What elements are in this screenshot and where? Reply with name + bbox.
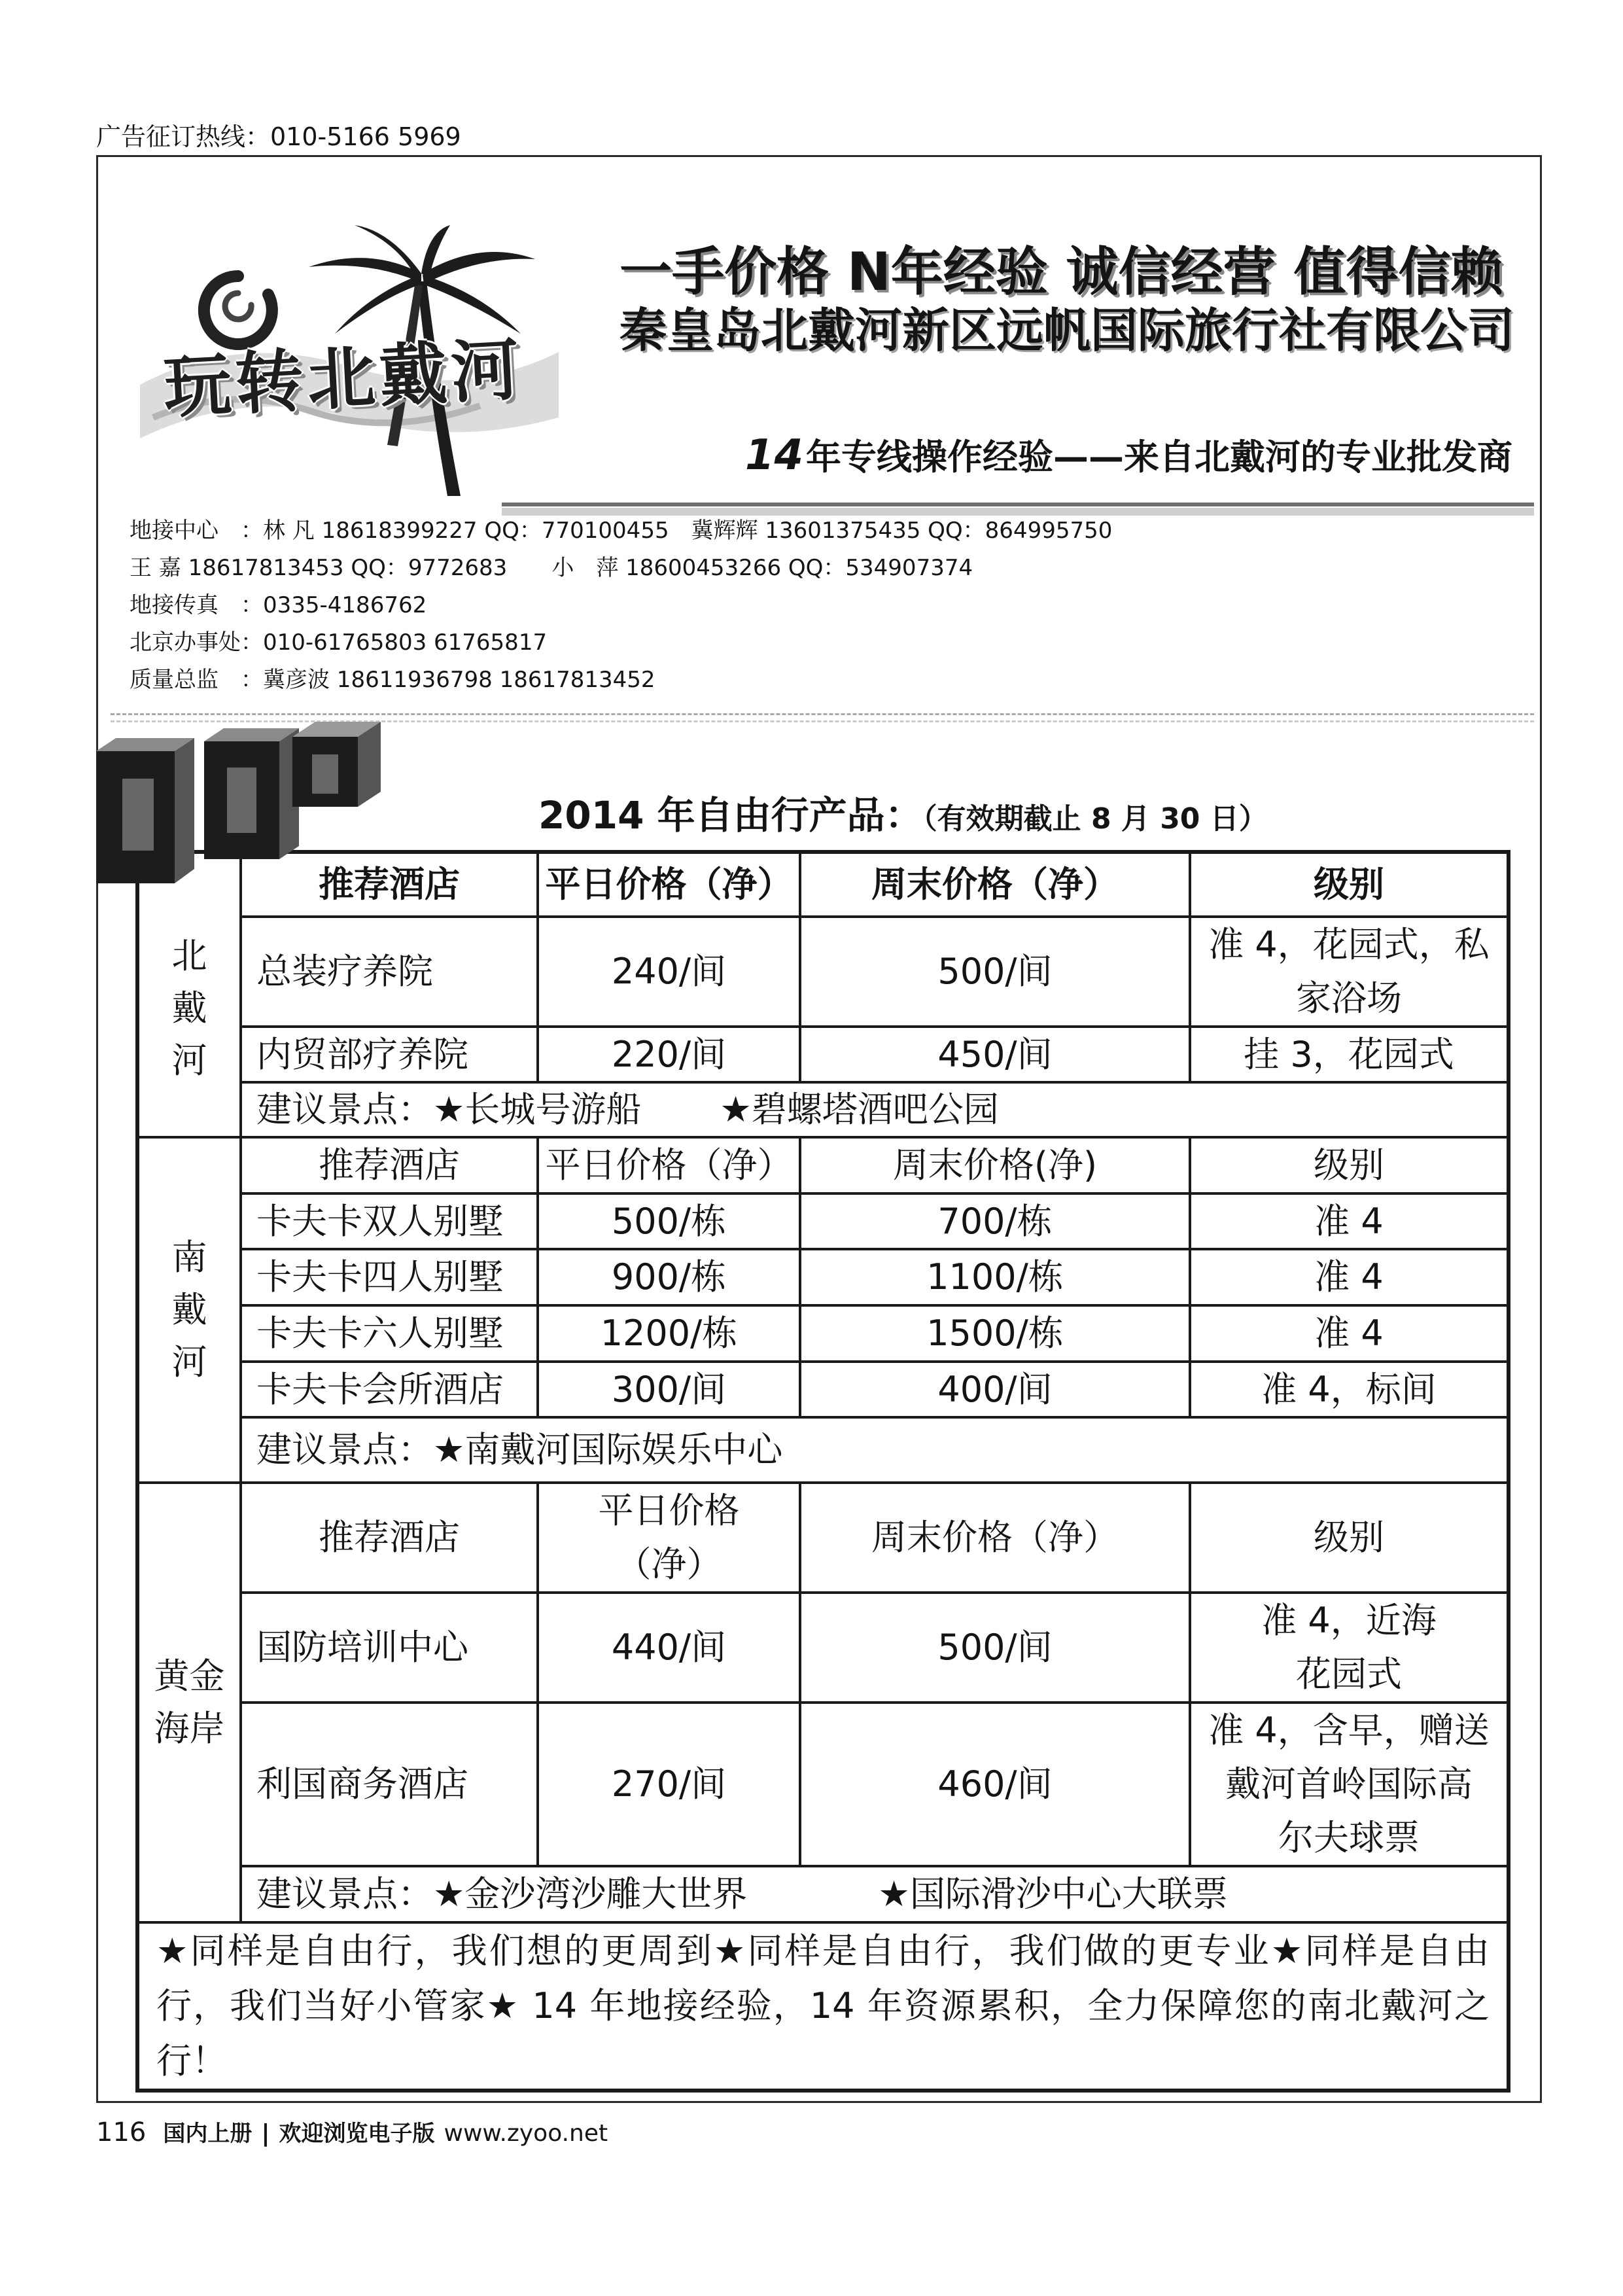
closing-statement [137, 1922, 1509, 2091]
block-notch [312, 754, 338, 794]
weekend-price: 450/间 [800, 1027, 1190, 1082]
page-number: 116 [96, 2117, 147, 2147]
level-line: 准 4，含早，赠送 [1208, 1710, 1490, 1751]
suggest-row [137, 1417, 1509, 1483]
hotel-level: 准 4 [1190, 1249, 1509, 1305]
level-line: 家浴场 [1296, 978, 1402, 1019]
spot: ★碧螺塔酒吧公园 [720, 1089, 999, 1130]
hotel-name: 总装疗养院 [241, 917, 538, 1027]
tagline-years: 14 [744, 431, 803, 480]
table-row [137, 1593, 1509, 1703]
level-line: 准 4，花园式，私 [1208, 924, 1490, 965]
hotel-level: 挂 3，花园式 [1190, 1027, 1509, 1082]
region-line: 黄金 [154, 1655, 225, 1697]
swirl-mark [204, 276, 272, 344]
level-line: 戴河首岭国际高 [1225, 1763, 1473, 1805]
weekend-price: 700/栋 [800, 1193, 1190, 1249]
footer-section: 国内上册 [163, 2121, 253, 2147]
company-name: 秦皇岛北戴河新区远帆国际旅行社有限公司 [620, 303, 1515, 358]
table-row [137, 1027, 1509, 1082]
contact-line: 王 嘉 18617813453 QQ：9772683 小 萍 18600453266 QQ：534907374 [130, 555, 973, 581]
header-level: 级别 [1190, 1483, 1509, 1593]
table-row [137, 1362, 1509, 1417]
header-line: 平日价格 [598, 1490, 740, 1531]
weekend-price: 500/间 [800, 1593, 1190, 1703]
logo-lettering: 玩转北戴河 [161, 329, 525, 428]
region-char: 戴 [171, 987, 207, 1029]
header-weekend-price: 周末价格（净） [800, 852, 1190, 917]
weekend-price: 1100/栋 [800, 1249, 1190, 1305]
table-header-row [137, 1483, 1509, 1593]
hotel-level: 准 4 [1190, 1193, 1509, 1249]
hotel-level: 准 4，标间 [1190, 1362, 1509, 1417]
product-table [135, 850, 1510, 2093]
hotel-name: 内贸部疗养院 [241, 1027, 538, 1082]
suggested-spots [241, 1417, 1509, 1483]
header-hotel: 推荐酒店 [241, 1137, 538, 1193]
page-footer [96, 2116, 608, 2154]
decorative-3d-blocks [96, 718, 384, 892]
weekday-price: 500/栋 [538, 1193, 800, 1249]
region-line: 海岸 [154, 1708, 225, 1749]
spot: ★南戴河国际娱乐中心 [433, 1429, 783, 1470]
weekday-price: 440/间 [538, 1593, 800, 1703]
footer-divider: | [261, 2120, 270, 2147]
table-row [137, 1193, 1509, 1249]
region-cell-beidaihe [137, 852, 241, 1137]
tagline [745, 431, 1512, 482]
header-weekend-price: 周末价格（净） [800, 1483, 1190, 1593]
spot: ★金沙湾沙雕大世界 [433, 1873, 748, 1915]
product-title-note: （有效期截止 8 月 30 日） [922, 802, 1268, 836]
table-row [137, 1249, 1509, 1305]
weekday-price: 900/栋 [538, 1249, 800, 1305]
header-weekday-price: 平日价格（净） [538, 852, 800, 917]
hotel-name: 卡夫卡四人别墅 [241, 1249, 538, 1305]
footer-invite: 欢迎浏览电子版 [279, 2121, 435, 2147]
header-line: （净） [616, 1544, 722, 1585]
contact-line: 北京办事处：010-61765803 61765817 [130, 629, 548, 656]
suggest-label: 建议景点： [256, 1089, 433, 1130]
palm-frond [423, 275, 521, 334]
region-cell-nandaihe [137, 1137, 241, 1483]
closing-row [137, 1922, 1509, 2091]
suggested-spots [241, 1082, 1509, 1137]
closing-line: 行！ [156, 2040, 227, 2081]
hotel-name: 卡夫卡双人别墅 [241, 1193, 538, 1249]
hotel-level [1190, 917, 1509, 1027]
header-level: 级别 [1190, 852, 1509, 917]
table-header-row [137, 1137, 1509, 1193]
closing-line: 行，我们当好小管家★ 14 年地接经验，14 年资源累积，全力保障您的南北戴河之 [156, 1985, 1490, 2026]
hotel-name: 利国商务酒店 [241, 1703, 538, 1866]
weekend-price: 500/间 [800, 917, 1190, 1027]
header-hotel: 推荐酒店 [241, 852, 538, 917]
level-line: 准 4，近海 [1261, 1600, 1437, 1641]
weekday-price: 270/间 [538, 1703, 800, 1866]
hotel-name: 卡夫卡六人别墅 [241, 1305, 538, 1362]
slogan: 一手价格 N年经验 诚信经营 值得信赖 [620, 241, 1503, 302]
hotel-name: 国防培训中心 [241, 1593, 538, 1703]
closing-line: ★同样是自由行，我们想的更周到★同样是自由行，我们做的更专业★同样是自由 [156, 1930, 1490, 1971]
footer-url: www.zyoo.net [444, 2120, 608, 2147]
level-line: 尔夫球票 [1278, 1817, 1420, 1858]
weekday-price: 220/间 [538, 1027, 800, 1082]
weekday-price: 240/间 [538, 917, 800, 1027]
hotel-level [1190, 1593, 1509, 1703]
block-notch [122, 779, 154, 851]
palm-frond [335, 275, 420, 334]
swirl-inner [225, 293, 251, 319]
contact-list [130, 512, 1112, 699]
palm-frond [423, 252, 535, 283]
weekday-price: 1200/栋 [538, 1305, 800, 1362]
table-row [137, 1703, 1509, 1866]
block-side-face [175, 738, 194, 883]
table-row [137, 1305, 1509, 1362]
hotel-level: 准 4 [1190, 1305, 1509, 1362]
region-char: 南 [171, 1237, 207, 1278]
weekend-price: 460/间 [800, 1703, 1190, 1866]
weekday-price: 300/间 [538, 1362, 800, 1417]
contact-line: 质量总监 ：冀彦波 18611936798 18617813452 [130, 667, 655, 693]
header-weekday-price [538, 1483, 800, 1593]
region-char: 河 [171, 1039, 207, 1081]
contact-line: 地接传真 ：0335-4186762 [130, 592, 427, 618]
weekend-price: 400/间 [800, 1362, 1190, 1417]
suggest-label: 建议景点： [256, 1873, 433, 1915]
tagline-text: 年专线操作经验——来自北戴河的专业批发商 [806, 436, 1512, 478]
header-weekend-price: 周末价格(净) [800, 1137, 1190, 1193]
spot: ★长城号游船 [433, 1089, 642, 1130]
region-char: 河 [171, 1341, 207, 1383]
product-title-main: 2014 年自由行产品： [538, 793, 923, 838]
block-notch [227, 768, 256, 833]
spot: ★国际滑沙中心大联票 [878, 1873, 1228, 1915]
header-weekday-price: 平日价格（净） [538, 1137, 800, 1193]
hotel-name: 卡夫卡会所酒店 [241, 1362, 538, 1417]
region-char: 北 [171, 934, 207, 976]
suggest-label: 建议景点： [256, 1429, 433, 1470]
product-title [538, 792, 1268, 849]
table-row [137, 917, 1509, 1027]
hotel-level [1190, 1703, 1509, 1866]
region-cell-golden-coast [137, 1483, 241, 1922]
header-hotel: 推荐酒店 [241, 1483, 538, 1593]
ad-hotline: 广告征订热线：010-5166 5969 [96, 122, 461, 151]
header-rule [502, 503, 1534, 506]
contact-line: 地接中心 ：林 凡 18618399227 QQ：770100455 冀辉辉 13601375435 QQ：864995750 [130, 518, 1113, 544]
palm-frond [309, 258, 421, 283]
suggest-row [137, 1866, 1509, 1922]
header-level: 级别 [1190, 1137, 1509, 1193]
weekend-price: 1500/栋 [800, 1305, 1190, 1362]
level-line: 花园式 [1296, 1653, 1402, 1695]
region-char: 戴 [171, 1289, 207, 1330]
suggested-spots [241, 1866, 1509, 1922]
suggest-row [137, 1082, 1509, 1137]
